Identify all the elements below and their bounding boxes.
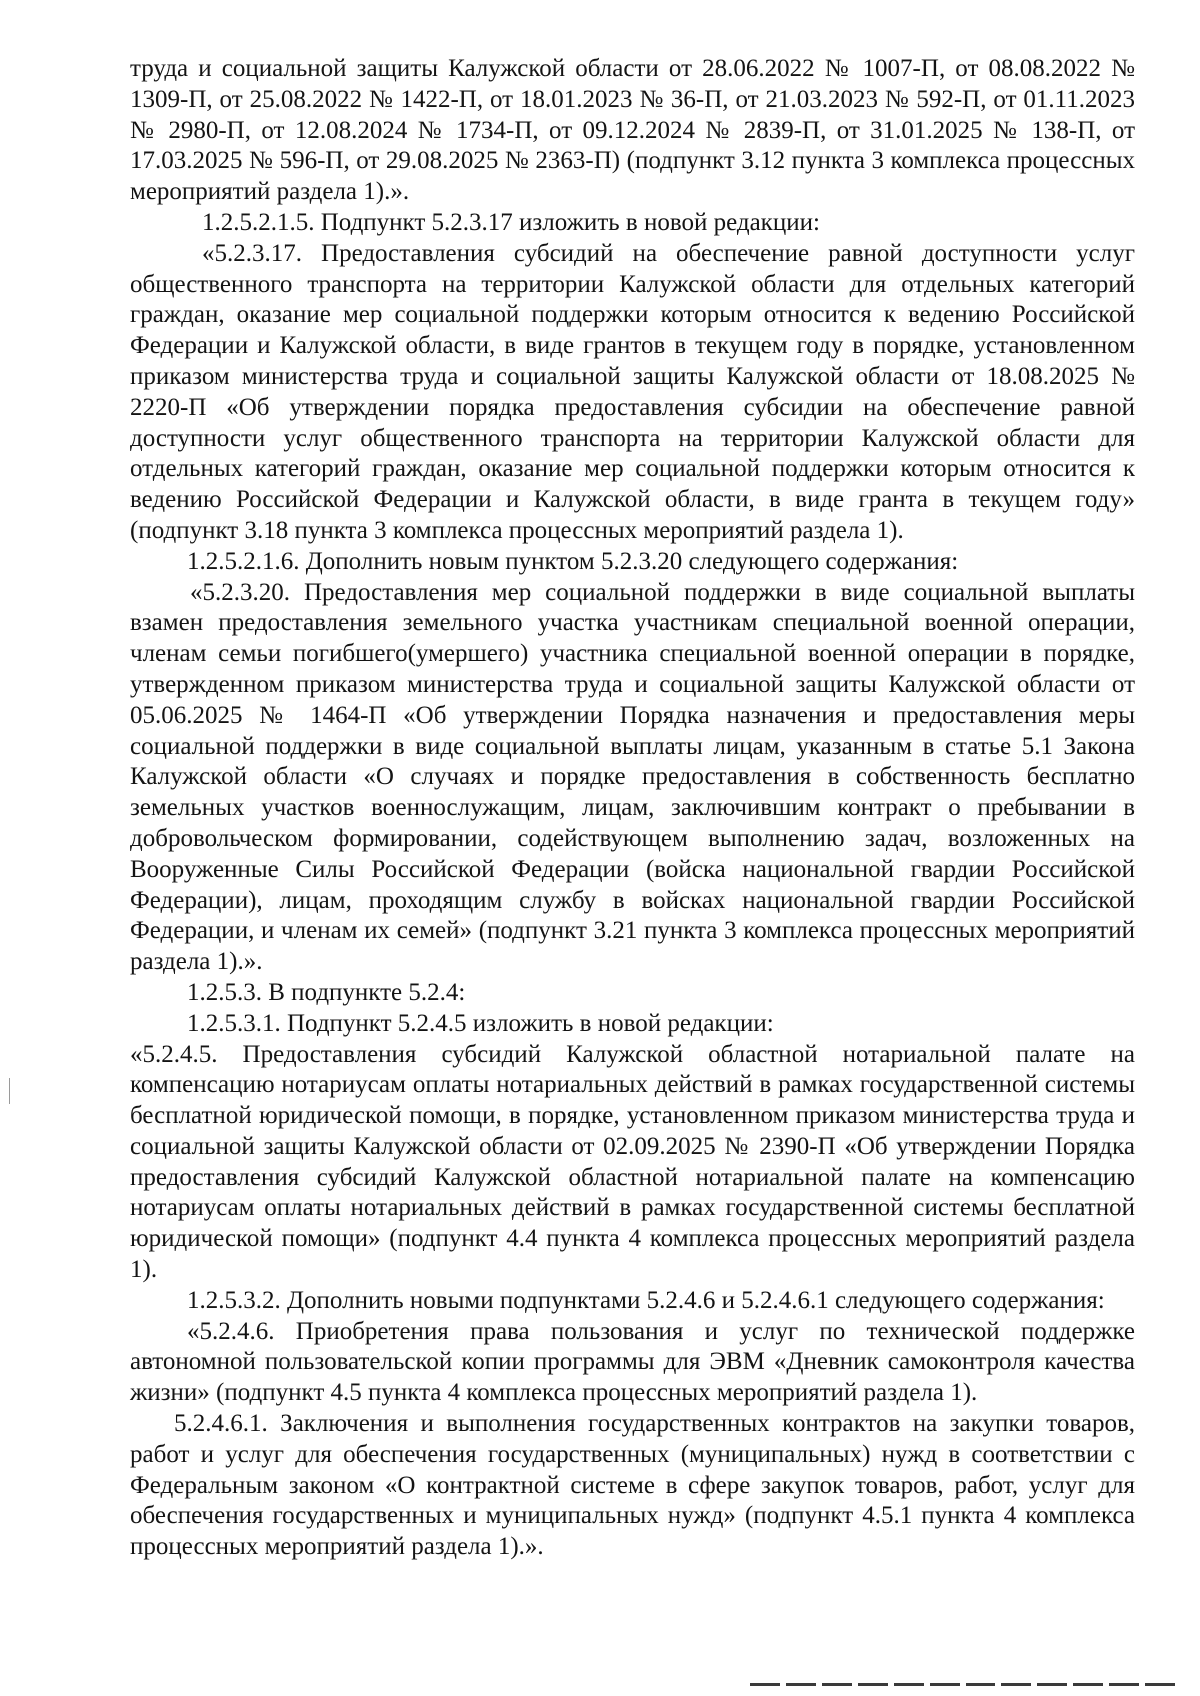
paragraph-1-2-5-3-2: 1.2.5.3.2. Дополнить новыми подпунктами 5.2.4.6 и 5.2.4.6.1 следующего содержания: bbox=[187, 1286, 1105, 1314]
paragraph-1-2-5-2-1-6: 1.2.5.2.1.6. Дополнить новым пунктом 5.2.3.20 следующего содержания: bbox=[187, 547, 959, 575]
paragraph-5-2-3-17: «5.2.3.17. Предоставления субсидий на обеспечение равной доступности услуг общественного транспорта на территории Калужской области для отдельных категорий граждан, оказание мер социальной поддержки которым относится к ведению Российской Федерации и Калужской области, в виде грантов в текущем году в порядке, установленном приказом министерства труда и социальной защиты Калужской области от 18.08.2025 № 2220-П «Об утверждении порядка предоставления субсидии на обеспечение равной доступности услуг общественного транспорта на территории Калужской области для отдельных категорий граждан, оказание мер социальной поддержки которым относится к ведению Российской Федерации и Калужской области, в виде гранта в текущем году» (подпункт 3.18 пункта 3 комплекса процессных мероприятий раздела 1). bbox=[130, 239, 1135, 544]
paragraph-continuation: труда и социальной защиты Калужской области от 28.06.2022 № 1007-П, от 08.08.2022 № 1309-П, от 25.08.2022 № 1422-П, от 18.01.2023 № 36-П, от 21.03.2023 № 592-П, от 01.11.2023 № 2980-П, от 12.08.2024 № 1734-П, от 09.12.2024 № 2839-П, от 31.01.2025 № 138-П, от 17.03.2025 № 596-П, от 29.08.2025 № 2363-П) (подпункт 3.12 пункта 3 комплекса процессных мероприятий раздела 1).». bbox=[130, 55, 1135, 206]
scan-footer-artifact bbox=[750, 1683, 1175, 1689]
paragraph-5-2-4-5: «5.2.4.5. Предоставления субсидий Калужской областной нотариальной палате на компенсацию нотариусам оплаты нотариальных действий в рамках государственной системы бесплатной юридической помощи, в порядке, установленном приказом министерства труда и социальной защиты Калужской области от 02.09.2025 № 2390-П «Об утверждении Порядка предоставления субсидий Калужской областной нотариальной палате на компенсацию нотариусам оплаты нотариальных действий в рамках государственной системы бесплатной юридической помощи» (подпункт 4.4 пункта 4 комплекса процессных мероприятий раздела 1). bbox=[130, 1040, 1135, 1284]
scan-margin-mark bbox=[9, 1078, 10, 1104]
paragraph-1-2-5-3-1: 1.2.5.3.1. Подпункт 5.2.4.5 изложить в новой редакции: bbox=[187, 1009, 774, 1037]
paragraph-5-2-4-6-1: 5.2.4.6.1. Заключения и выполнения государственных контрактов на закупки товаров, работ и услуг для обеспечения государственных (муниципальных) нужд в соответствии с Федеральным законом «О контрактной системе в сфере закупок товаров, работ, услуг для обеспечения государственных и муниципальных нужд» (подпункт 4.5.1 пункта 4 комплекса процессных мероприятий раздела 1).». bbox=[130, 1410, 1135, 1561]
paragraph-1-2-5-2-1-5: 1.2.5.2.1.5. Подпункт 5.2.3.17 изложить в новой редакции: bbox=[202, 208, 820, 236]
paragraph-5-2-3-20: «5.2.3.20. Предоставления мер социальной поддержки в виде социальной выплаты взамен предоставления земельного участка участникам специальной военной операции, членам семьи погибшего(умершего) участника специальной военной операции в порядке, утвержденном приказом министерства труда и социальной защиты Калужской области от 05.06.2025 № 1464-П «Об утверждении Порядка назначения и предоставления меры социальной поддержки в виде социальной выплаты лицам, указанным в статье 5.1 Закона Калужской области «О случаях и порядке предоставления в собственность бесплатно земельных участков военнослужащим, лицам, заключившим контракт о пребывании в добровольческом формировании, содействующем выполнению задач, возложенных на Вооруженные Силы Российской Федерации (войска национальной гвардии Российской Федерации), лицам, проходящим службу в войсках национальной гвардии Российской Федерации, и членам их семей» (подпункт 3.21 пункта 3 комплекса процессных мероприятий раздела 1).». bbox=[130, 578, 1135, 976]
paragraph-1-2-5-3: 1.2.5.3. В подпункте 5.2.4: bbox=[187, 978, 466, 1006]
paragraph-5-2-4-6: «5.2.4.6. Приобретения права пользования и услуг по технической поддержке автономной пользовательской копии программы для ЭВМ «Дневник самоконтроля качества жизни» (подпункт 4.5 пункта 4 комплекса процессных мероприятий раздела 1). bbox=[130, 1317, 1135, 1407]
document-page bbox=[130, 54, 1135, 1563]
